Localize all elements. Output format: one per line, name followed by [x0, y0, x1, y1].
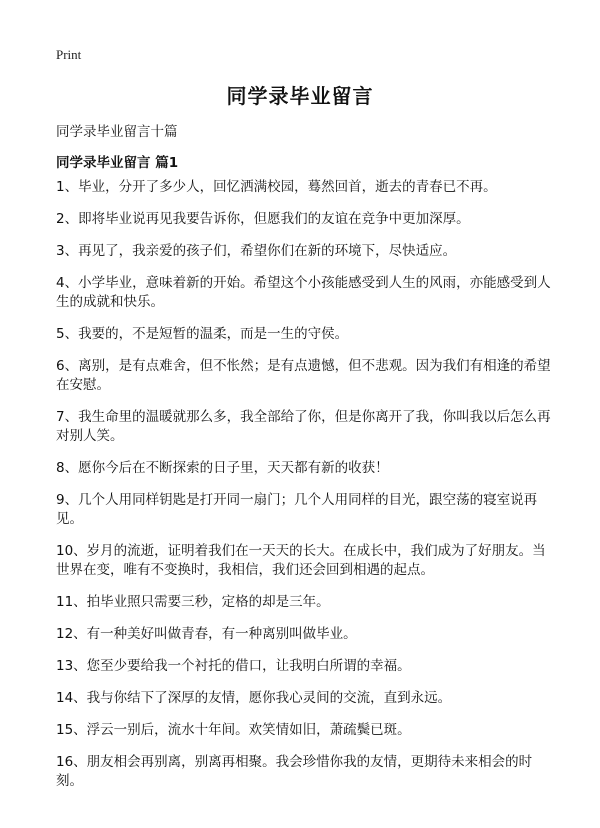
entry-13: 13、您至少要给我一个衬托的借口，让我明白所谓的幸福。	[56, 658, 411, 674]
entry-15: 15、浮云一别后，流水十年间。欢笑情如旧，萧疏鬓已斑。	[56, 722, 411, 738]
entry-10: 10、岁月的流逝，证明着我们在一天天的长大。在成长中，我们成为了好朋友。当世界在变，唯有不变换时，我相信，我们还会回到相遇的起点。	[56, 543, 546, 578]
entry-5: 5、我要的，不是短暂的温柔，而是一生的守侯。	[56, 326, 349, 342]
entry-9: 9、几个人用同样钥匙是打开同一扇门；几个人用同样的目光，跟空荡的寝室说再见。	[56, 492, 538, 527]
entry-2: 2、即将毕业说再见我要告诉你，但愿我们的友谊在竞争中更加深厚。	[56, 211, 470, 227]
entry-14: 14、我与你结下了深厚的友情，愿你我心灵间的交流，直到永远。	[56, 690, 452, 706]
entry-8: 8、愿你今后在不断探索的日子里，天天都有新的收获！	[56, 460, 389, 476]
entry-11: 11、拍毕业照只需要三秒，定格的却是三年。	[56, 594, 330, 610]
entry-1: 1、毕业，分开了多少人，回忆洒满校园，蓦然回首，逝去的青春已不再。	[56, 179, 497, 195]
entry-12: 12、有一种美好叫做青春，有一种离别叫做毕业。	[56, 626, 357, 642]
entry-3: 3、再见了，我亲爱的孩子们，希望你们在新的环境下，尽快适应。	[56, 243, 457, 259]
document-subtitle: 同学录毕业留言十篇	[56, 124, 178, 140]
entry-4: 4、小学毕业，意味着新的开始。希望这个小孩能感受到人生的风雨，亦能感受到人生的成就和快乐。	[56, 275, 551, 310]
section-heading: 同学录毕业留言 篇1	[56, 155, 179, 171]
entry-7: 7、我生命里的温暖就那么多，我全部给了你，但是你离开了我，你叫我以后怎么再对别人笑。	[56, 409, 551, 444]
entry-16: 16、朋友相会再别离，别离再相聚。我会珍惜你我的友情，更期待未来相会的时刻。	[56, 754, 533, 789]
print-label: Print	[56, 47, 82, 62]
entry-6: 6、离别，是有点难舍，但不怅然；是有点遗憾，但不悲观。因为我们有相逢的希望在安慰。	[56, 358, 551, 393]
entry-list	[56, 178, 552, 804]
document-title: 同学录毕业留言	[226, 84, 374, 108]
